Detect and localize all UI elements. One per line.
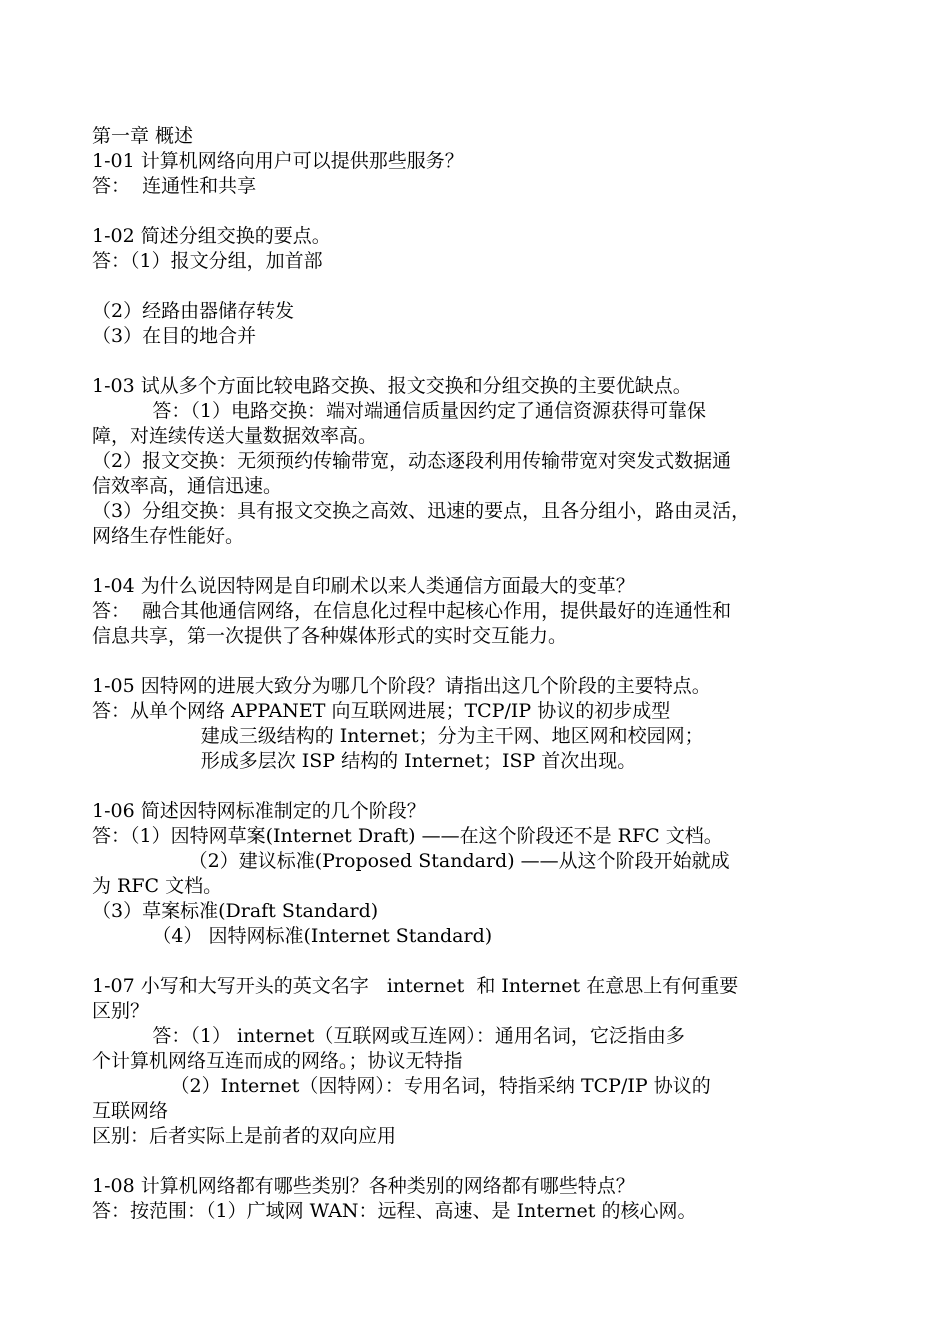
text-line: 答：按范围：（1）广域网 WAN：远程、高速、是 Internet 的核心网。 [92,1200,697,1222]
text-line: 第一章 概述 [92,125,194,147]
text-line: 1-02 简述分组交换的要点。 [92,225,331,247]
blank-line [92,1149,872,1174]
text-line: 答： 融合其他通信网络，在信息化过程中起核心作用，提供最好的连通性和 [92,600,732,622]
text-line: （2）经路由器储存转发 [92,300,295,322]
text-line: （2）报文交换：无须预约传输带宽，动态逐段利用传输带宽对突发式数据通 [92,450,732,472]
text-line: 形成多层次 ISP 结构的 Internet；ISP 首次出现。 [92,750,637,772]
text-line: 区别？ [92,1000,150,1022]
text-line: 答：从单个网络 APPANET 向互联网进展；TCP/IP 协议的初步成型 [92,700,671,722]
text-line: 建成三级结构的 Internet；分为主干网、地区网和校园网； [92,725,704,747]
text-line: （2）Internet（因特网）：专用名词，特指采纳 TCP/IP 协议的 [92,1075,711,1097]
text-line: 信息共享，第一次提供了各种媒体形式的实时交互能力。 [92,625,568,647]
text-line: 1-04 为什么说因特网是自印刷术以来人类通信方面最大的变革？ [92,575,635,597]
blank-line [92,349,872,374]
text-line: 1-01 计算机网络向用户可以提供那些服务？ [92,150,464,172]
text-line: 障，对连续传送大量数据效率高。 [92,425,378,447]
text-line: 网络生存性能好。 [92,525,245,547]
blank-line [92,949,872,974]
text-line: （4） 因特网标准(Internet Standard) [92,925,493,947]
text-line: 答： 连通性和共享 [92,175,257,197]
text-line: 信效率高，通信迅速。 [92,475,283,497]
text-line: 个计算机网络互连而成的网络。；协议无特指 [92,1050,463,1072]
text-line: 答：（1）电路交换：端对端通信质量因约定了通信资源获得可靠保 [92,400,706,422]
text-line: 1-06 简述因特网标准制定的几个阶段？ [92,800,426,822]
text-line: （3）草案标准(Draft Standard) [92,900,379,922]
blank-line [92,274,872,299]
blank-line [92,199,872,224]
text-line: 区别：后者实际上是前者的双向应用 [92,1125,397,1147]
text-line: 1-07 小写和大写开头的英文名字 internet 和 Internet 在意思上有何重要 [92,975,739,997]
blank-line [92,649,872,674]
text-line: 1-08 计算机网络都有哪些类别？各种类别的网络都有哪些特点？ [92,1175,635,1197]
document-page [92,124,872,1224]
text-line: （2）建议标准(Proposed Standard) ——从这个阶段开始就成 [92,850,730,872]
text-line: 答：（1）报文分组，加首部 [92,250,323,272]
text-line: （3）在目的地合并 [92,325,257,347]
text-line: 1-03 试从多个方面比较电路交换、报文交换和分组交换的主要优缺点。 [92,375,692,397]
text-line: 互联网络 [92,1100,169,1122]
text-line: 答：（1） internet（互联网或互连网）：通用名词，它泛指由多 [92,1025,685,1047]
blank-line [92,549,872,574]
text-line: （3）分组交换：具有报文交换之高效、迅速的要点，且各分组小，路由灵活， [92,500,751,522]
text-line: 为 RFC 文档。 [92,875,223,897]
blank-line [92,774,872,799]
text-line: 答：（1）因特网草案(Internet Draft) ——在这个阶段还不是 RFC 文档。 [92,825,723,847]
text-line: 1-05 因特网的进展大致分为哪几个阶段？请指出这几个阶段的主要特点。 [92,675,711,697]
